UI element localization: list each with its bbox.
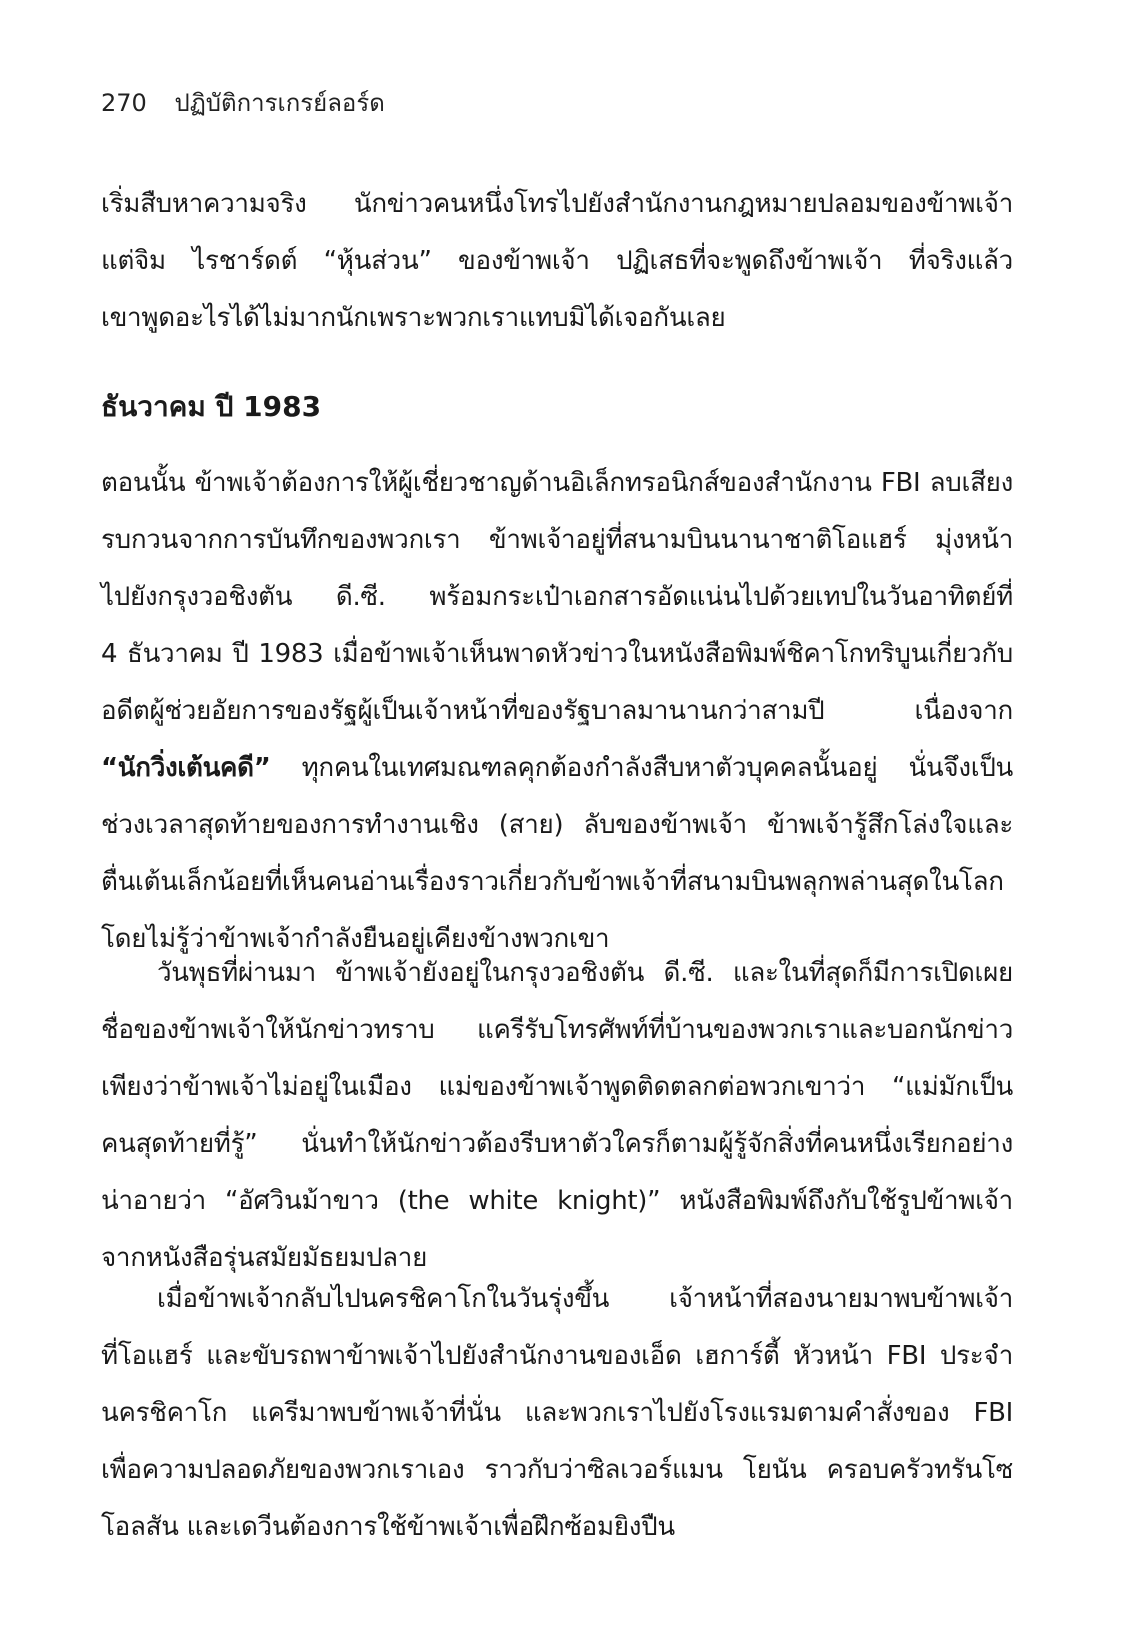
text-line: ช่วงเวลาสุดท้ายของการทำงานเชิง (สาย) ลับของข้าพเจ้า ข้าพเจ้ารู้สึกโล่งใจและ	[101, 810, 1013, 840]
text-line: เพียงว่าข้าพเจ้าไม่อยู่ในเมือง แม่ของข้าพเจ้าพูดติดตลกต่อพวกเขาว่า “แม่มักเป็น	[101, 1072, 1013, 1102]
text-line: โดยไม่รู้ว่าข้าพเจ้ากำลังยืนอยู่เคียงข้างพวกเขา	[101, 924, 610, 954]
text-line: น่าอายว่า “อัศวินม้าขาว (the white knight)” หนังสือพิมพ์ถึงกับใช้รูปข้าพเจ้า	[101, 1186, 1013, 1216]
running-head	[101, 88, 385, 118]
text-line: ชื่อของข้าพเจ้าให้นักข่าวทราบ แครีรับโทรศัพท์ที่บ้านของพวกเราและบอกนักข่าว	[101, 1015, 1013, 1045]
text-line: ที่โอแฮร์ และขับรถพาข้าพเจ้าไปยังสำนักงานของเอ็ด เฮการ์ตี้ หัวหน้า FBI ประจำ	[101, 1341, 1013, 1371]
text-line: โอลสัน และเดวีนต้องการใช้ข้าพเจ้าเพื่อฝึกซ้อมยิงปืน	[101, 1512, 675, 1542]
text-line: รบกวนจากการบันทึกของพวกเรา ข้าพเจ้าอยู่ที่สนามบินนานาชาติโอแฮร์ มุ่งหน้า	[101, 525, 1013, 555]
text-line: เมื่อข้าพเจ้ากลับไปนครชิคาโกในวันรุ่งขึ้น เจ้าหน้าที่สองนายมาพบข้าพเจ้า	[157, 1284, 1013, 1314]
text-line: ตื่นเต้นเล็กน้อยที่เห็นคนอ่านเรื่องราวเกี่ยวกับข้าพเจ้าที่สนามบินพลุกพล่านสุดในโลก	[101, 867, 1004, 897]
text-line: นครชิคาโก แครีมาพบข้าพเจ้าที่นั่น และพวกเราไปยังโรงแรมตามคำสั่งของ FBI	[101, 1398, 1013, 1428]
text-line: เขาพูดอะไรได้ไม่มากนักเพราะพวกเราแทบมิได้เจอกันเลย	[101, 303, 726, 333]
text-line: เริ่มสืบหาความจริง นักข่าวคนหนึ่งโทรไปยังสำนักงานกฎหมายปลอมของข้าพเจ้า	[101, 189, 1013, 219]
paragraph-4	[101, 1271, 1013, 1556]
section-heading: ธันวาคม ปี 1983	[101, 390, 322, 423]
paragraph-3	[101, 945, 1013, 1287]
text-line: ไปยังกรุงวอชิงตัน ดี.ซี. พร้อมกระเป๋าเอกสารอัดแน่นไปด้วยเทปในวันอาทิตย์ที่	[101, 582, 1013, 612]
text-line-with-bold	[101, 740, 1013, 797]
text-line: คนสุดท้ายที่รู้” นั่นทำให้นักข่าวต้องรีบหาตัวใครก็ตามผู้รู้จักสิ่งที่คนหนึ่งเรียกอย่าง	[101, 1129, 1013, 1159]
paragraph-1	[101, 176, 1013, 347]
book-title: ปฏิบัติการเกรย์ลอร์ด	[174, 89, 385, 117]
text-line: เพื่อความปลอดภัยของพวกเราเอง ราวกับว่าซิลเวอร์แมน โยนัน ครอบครัวทรันโซ	[101, 1455, 1013, 1485]
text-line: วันพุธที่ผ่านมา ข้าพเจ้ายังอยู่ในกรุงวอชิงตัน ดี.ซี. และในที่สุดก็มีการเปิดเผย	[157, 958, 1013, 988]
text-line: อดีตผู้ช่วยอัยการของรัฐผู้เป็นเจ้าหน้าที่ของรัฐบาลมานานกว่าสามปี เนื่องจาก	[101, 696, 1013, 726]
text-line: 4 ธันวาคม ปี 1983 เมื่อข้าพเจ้าเห็นพาดหัวข่าวในหนังสือพิมพ์ชิคาโกทริบูนเกี่ยวกับ	[101, 639, 1013, 669]
text-line: แต่จิม ไรชาร์ดต์ “หุ้นส่วน” ของข้าพเจ้า ปฏิเสธที่จะพูดถึงข้าพเจ้า ที่จริงแล้ว	[101, 246, 1013, 276]
bold-line-rest: ทุกคนในเทศมณฑลคุกต้องกำลังสืบหาตัวบุคคลนั้นอยู่ นั่นจึงเป็น	[270, 753, 1013, 783]
paragraph-2	[101, 455, 1013, 968]
text-line: จากหนังสือรุ่นสมัยมัธยมปลาย	[101, 1243, 428, 1273]
text-line: ตอนนั้น ข้าพเจ้าต้องการให้ผู้เชี่ยวชาญด้านอิเล็กทรอนิกส์ของสำนักงาน FBI ลบเสียง	[101, 468, 1013, 498]
page-number: 270	[101, 89, 147, 117]
bold-phrase: “นักวิ่งเต้นคดี”	[101, 753, 271, 783]
